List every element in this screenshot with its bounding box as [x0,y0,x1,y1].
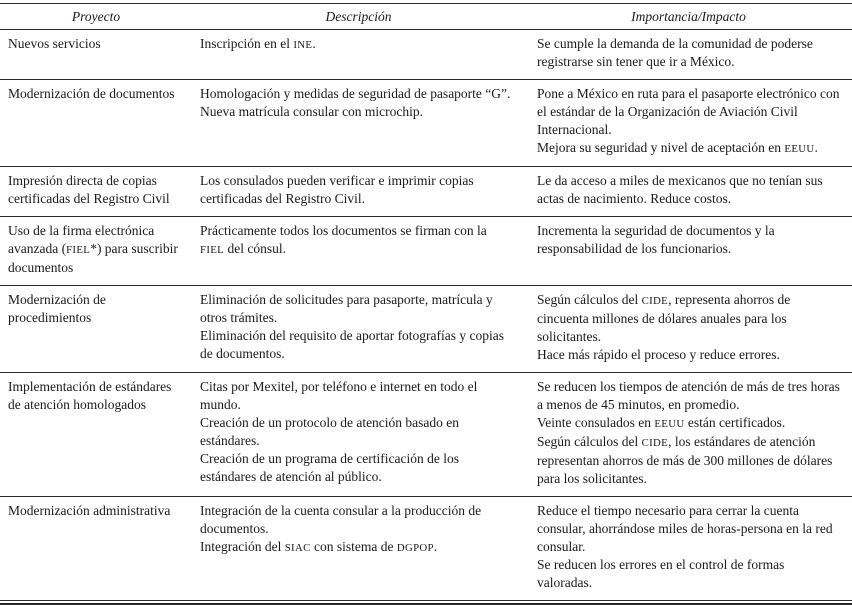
paragraph: Modernización de documentos [8,86,175,101]
paragraph: Impresión directa de copias certificadas del Registro Civil [8,173,170,206]
paragraph: Eliminación del requisito de aportar fotografías y copias de documentos. [200,328,505,361]
paragraph: Citas por Mexitel, por teléfono e internet en todo el mundo. [200,379,478,412]
cell-impacto [525,167,852,217]
paragraph: Eliminación de solicitudes para pasaporte, matrícula y otros trámites. [200,292,493,325]
table-row [0,217,852,286]
paragraph: Inscripción en el INE. [200,36,316,51]
cell-descripcion [192,30,525,80]
paragraph: Creación de un protocolo de atención basado en estándares. [200,415,460,448]
paragraph: Incrementa la seguridad de documentos y la responsabilidad de los funcionarios. [537,223,775,256]
smallcaps-term: SIAC [284,542,311,554]
paragraph: Implementación de estándares de atención homologados [8,379,172,412]
cell-descripcion [192,497,525,601]
cell-proyecto [0,497,192,601]
paragraph: Pone a México en ruta para el pasaporte electrónico con el estándar de la Organización de Aviación Civil Internacional. [537,86,840,137]
cell-proyecto [0,30,192,80]
table-row [0,373,852,497]
column-header-proyecto: Proyecto [0,4,192,30]
paragraph: Creación de un programa de certificación de los estándares de atención al público. [200,451,460,484]
paragraph: Nuevos servicios [8,36,101,51]
header-row [0,4,852,30]
paragraph: Homologación y medidas de seguridad de pasaporte “G”. [200,86,511,101]
table-bottom-rule [0,601,852,605]
table-row [0,80,852,167]
projects-table [0,3,852,601]
smallcaps-term: CIDE [641,295,669,307]
paragraph: Reduce el tiempo necesario para cerrar la cuenta consular, ahorrándose miles de horas-persona en la red consular. [537,503,833,554]
column-header-importancia: Importancia/Impacto [525,4,852,30]
cell-proyecto [0,80,192,167]
paragraph: Veinte consulados en EEUU están certificados. [537,415,786,430]
cell-impacto [525,497,852,601]
paragraph: Los consulados pueden verificar e imprimir copias certificadas del Registro Civil. [200,173,474,206]
smallcaps-term: EEUU [784,143,815,155]
cell-impacto [525,373,852,497]
cell-descripcion [192,80,525,167]
table-row [0,286,852,373]
cell-descripcion [192,373,525,497]
paragraph: Modernización de procedimientos [8,292,106,325]
table-row [0,30,852,80]
paragraph: Se reducen los errores en el control de formas valoradas. [537,557,785,590]
paragraph: Integración de la cuenta consular a la producción de documentos. [200,503,482,536]
paragraph: Hace más rápido el proceso y reduce errores. [537,347,780,362]
table-header [0,4,852,30]
smallcaps-term: FIEL [200,244,225,256]
smallcaps-term: DGPOP [396,542,434,554]
paragraph: Prácticamente todos los documentos se firman con la FIEL del cónsul. [200,223,487,256]
table-body [0,30,852,601]
paragraph: Mejora su seguridad y nivel de aceptación en EEUU. [537,140,818,155]
paragraph: Se cumple la demanda de la comunidad de poderse registrarse sin tener que ir a México. [537,36,813,69]
cell-descripcion [192,286,525,373]
paragraph: Según cálculos del CIDE, los estándares de atención representan ahorros de más de 300 millones de dólares para los solicitantes. [537,434,833,486]
cell-impacto [525,80,852,167]
smallcaps-term: FIEL [66,244,91,256]
paragraph: Se reducen los tiempos de atención de más de tres horas a menos de 45 minutos, en promedio. [537,379,840,412]
cell-descripcion [192,217,525,286]
paragraph: Uso de la firma electrónica avanzada (FIEL*) para suscribir documentos [8,223,178,275]
paragraph: Integración del SIAC con sistema de DGPOP. [200,539,438,554]
paragraph: Le da acceso a miles de mexicanos que no tenían sus actas de nacimiento. Reduce costos. [537,173,823,206]
smallcaps-term: CIDE [641,437,669,449]
column-header-descripcion: Descripción [192,4,525,30]
paragraph: Según cálculos del CIDE, representa ahorros de cincuenta millones de dólares anuales para los solicitantes. [537,292,791,344]
cell-impacto [525,30,852,80]
table-row [0,167,852,217]
paragraph: Nueva matrícula consular con microchip. [200,104,424,119]
cell-proyecto [0,217,192,286]
cell-proyecto [0,286,192,373]
cell-proyecto [0,167,192,217]
cell-impacto [525,217,852,286]
cell-descripcion [192,167,525,217]
smallcaps-term: INE [293,39,313,51]
table-row [0,497,852,601]
smallcaps-term: EEUU [654,418,685,430]
paragraph: Modernización administrativa [8,503,171,518]
cell-impacto [525,286,852,373]
cell-proyecto [0,373,192,497]
